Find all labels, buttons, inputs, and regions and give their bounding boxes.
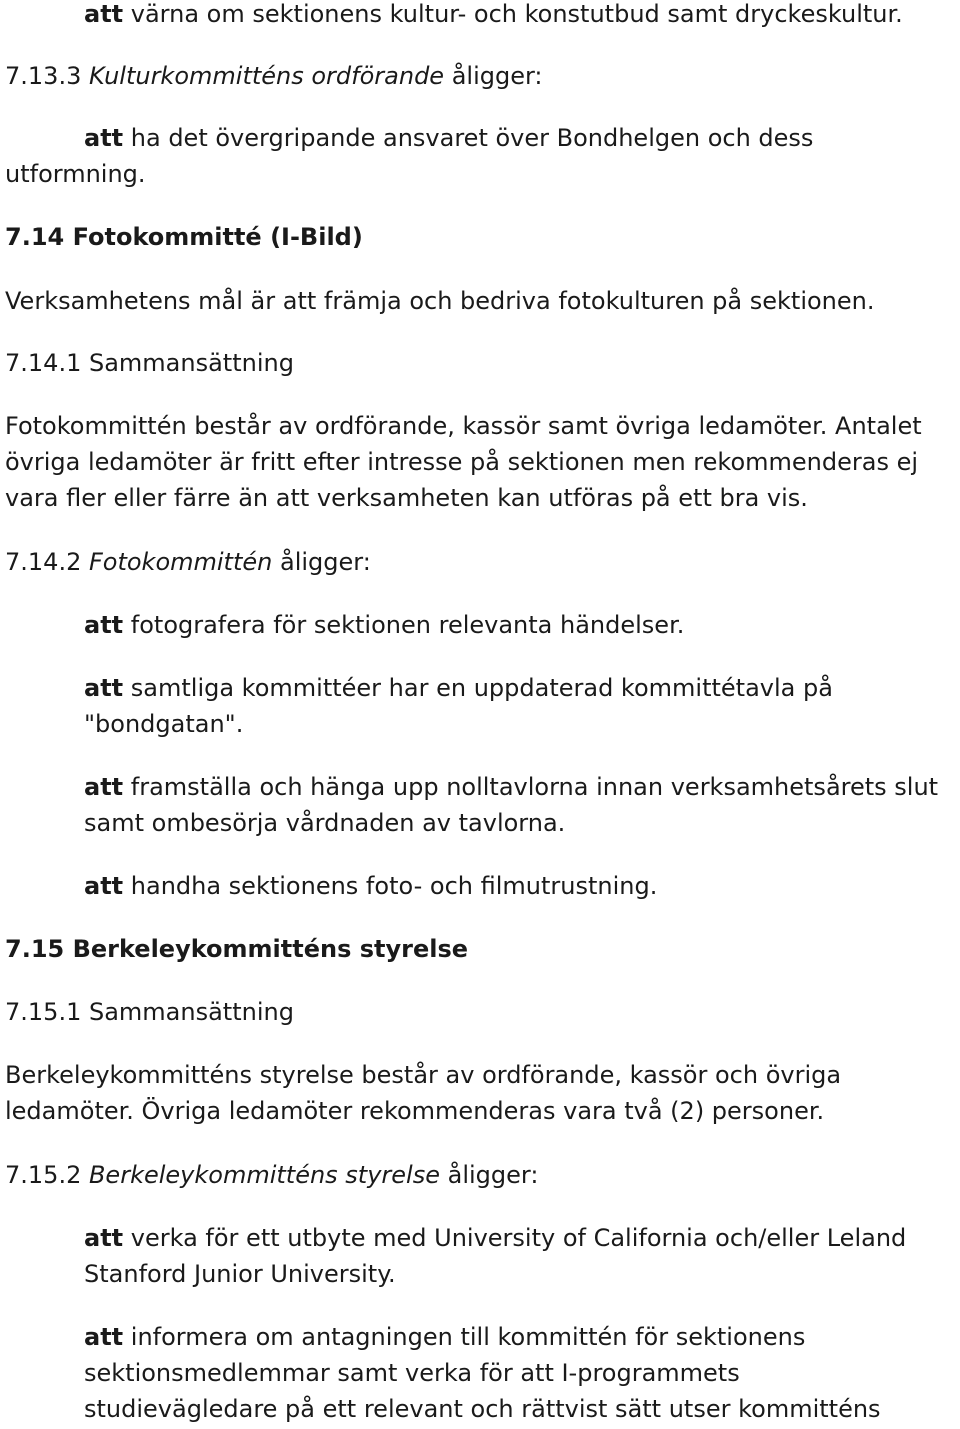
section-7-13-3-item: att ha det övergripande ansvaret över Bondhelgen och dess utformning. <box>5 124 814 188</box>
list-item: att samtliga kommittéer har en uppdaterad kommittétavla på "bondgatan". <box>84 674 833 738</box>
section-7-14-aim: Verksamhetens mål är att främja och bedriva fotokulturen på sektionen. <box>5 287 875 315</box>
section-7-15-2-subject: Berkeleykommitténs styrelse <box>88 1161 440 1189</box>
att-keyword: att <box>84 773 124 801</box>
intro-text: värna om sektionens kultur- och konstutbud samt dryckeskultur. <box>123 0 903 28</box>
list-item: att fotografera för sektionen relevanta händelser. <box>84 611 685 639</box>
att-keyword: att <box>84 0 124 28</box>
list-item: att framställa och hänga upp nolltavlorna innan verksamhetsårets slut samt ombesörja vårdnaden av tavlorna. <box>84 773 939 837</box>
att-keyword: att <box>84 124 124 152</box>
section-7-13-3-subject: Kulturkommitténs ordförande <box>88 62 445 90</box>
list-item: att informera om antagningen till kommittén för sektionens sektionsmedlemmar samt verka för att I-programmets studievägledare på ett relevant och rättvist sätt utser kommitténs <box>84 1323 881 1423</box>
list-item: att verka för ett utbyte med University of California och/eller Leland Stanford Junior University. <box>84 1224 907 1288</box>
section-7-13-3-heading: 7.13.3 Kulturkommitténs ordförande åligger: <box>5 62 543 90</box>
section-7-15-1-paragraph: Berkeleykommitténs styrelse består av ordförande, kassör och övriga ledamöter. Övriga ledamöter rekommenderas vara två (2) personer. <box>5 1061 842 1125</box>
section-7-14-2-heading: 7.14.2 Fotokommittén åligger: <box>5 548 371 576</box>
att-keyword: att <box>84 1224 124 1252</box>
att-keyword: att <box>84 611 124 639</box>
att-keyword: att <box>84 872 124 900</box>
section-7-14-1-heading: 7.14.1 Sammansättning <box>5 349 294 377</box>
section-7-15-heading: 7.15 Berkeleykommitténs styrelse <box>5 935 469 963</box>
list-item: att handha sektionens foto- och filmutrustning. <box>84 872 658 900</box>
intro-paragraph <box>0 0 903 32</box>
section-7-14-2-subject: Fotokommittén <box>88 548 273 576</box>
section-7-14-1-paragraph: Fotokommittén består av ordförande, kassör samt övriga ledamöter. Antalet övriga ledamöter är fritt efter intresse på sektionen men rekommenderas ej vara fler eller färre än att verksamheten kan utföras på ett bra vis. <box>5 412 922 512</box>
section-7-15-1-heading: 7.15.1 Sammansättning <box>5 998 294 1026</box>
att-keyword: att <box>84 674 124 702</box>
att-keyword: att <box>84 1323 124 1351</box>
section-7-14-heading: 7.14 Fotokommitté (I-Bild) <box>5 223 363 251</box>
section-7-15-2-heading: 7.15.2 Berkeleykommitténs styrelse åligger: <box>5 1161 539 1189</box>
